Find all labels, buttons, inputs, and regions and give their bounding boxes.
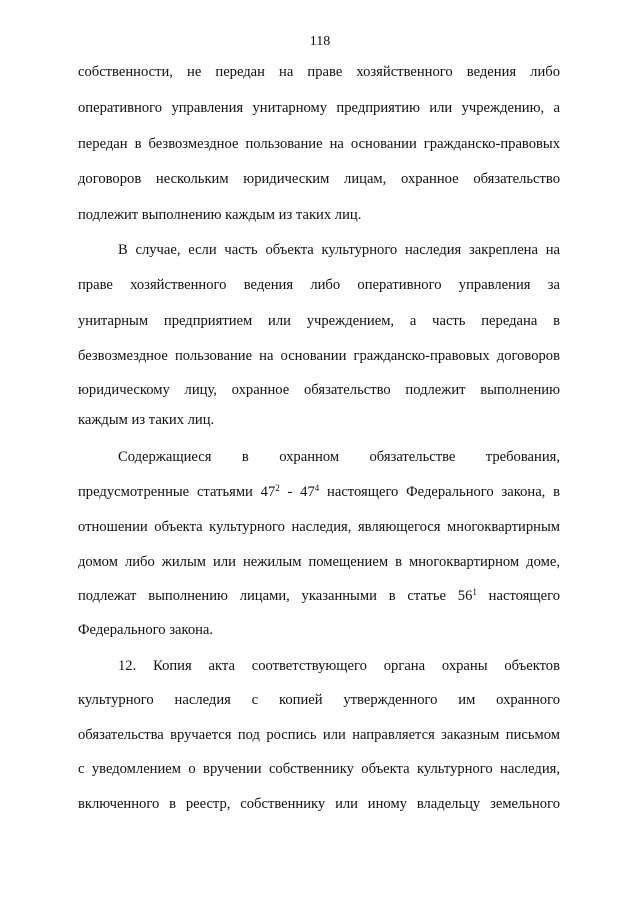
text-line: обязательства вручается под роспись или направляется заказным письмом xyxy=(78,727,560,743)
text-line: передан в безвозмездное пользование на основании гражданско-правовых xyxy=(78,136,560,152)
text-line: оперативного управления унитарному предприятию или учреждению, а xyxy=(78,100,560,116)
text-line: домом либо жилым или нежилым помещением в многоквартирном доме, xyxy=(78,554,560,570)
text-line: Содержащиеся в охранном обязательстве требования, xyxy=(118,449,560,465)
text-line: отношении объекта культурного наследия, являющегося многоквартирным xyxy=(78,519,560,535)
text-line: собственности, не передан на праве хозяйственного ведения либо xyxy=(78,64,560,80)
text-span: настоящего xyxy=(476,588,560,604)
text-line: договоров нескольким юридическим лицам, охранное обязательство xyxy=(78,171,560,187)
superscript: 2 xyxy=(275,483,280,493)
text-line: В случае, если часть объекта культурного наследия закреплена на xyxy=(118,242,560,258)
text-line: культурного наследия с копией утвержденного им охранного xyxy=(78,692,560,708)
text-line: включенного в реестр, собственнику или иному владельцу земельного xyxy=(78,796,560,812)
text-line: Федерального закона. xyxy=(78,622,214,638)
text-line: 12. Копия акта соответствующего органа охраны объектов xyxy=(118,658,560,674)
text-line: безвозмездное пользование на основании гражданско-правовых договоров xyxy=(78,348,560,364)
text-span: предусмотренные статьями 47 xyxy=(78,484,276,500)
text-span: настоящего Федерального закона, в xyxy=(319,484,560,500)
text-line: унитарным предприятием или учреждением, а часть передана в xyxy=(78,313,560,329)
text-span: подлежат выполнению лицами, указанными в статье 56 xyxy=(78,588,473,604)
superscript: 4 xyxy=(314,483,320,493)
superscript: 1 xyxy=(472,587,477,597)
text-line: юридическому лицу, охранное обязательство подлежит выполнению xyxy=(78,382,560,398)
text-line xyxy=(78,586,560,606)
text-line: с уведомлением о вручении собственнику объекта культурного наследия, xyxy=(78,761,560,777)
page-number: 118 xyxy=(309,34,331,49)
text-span: - 47 xyxy=(279,484,315,500)
text-line: каждым из таких лиц. xyxy=(78,412,215,428)
text-line: праве хозяйственного ведения либо оперативного управления за xyxy=(78,277,560,293)
text-line xyxy=(78,482,560,502)
text-line: подлежит выполнению каждым из таких лиц. xyxy=(78,207,362,223)
